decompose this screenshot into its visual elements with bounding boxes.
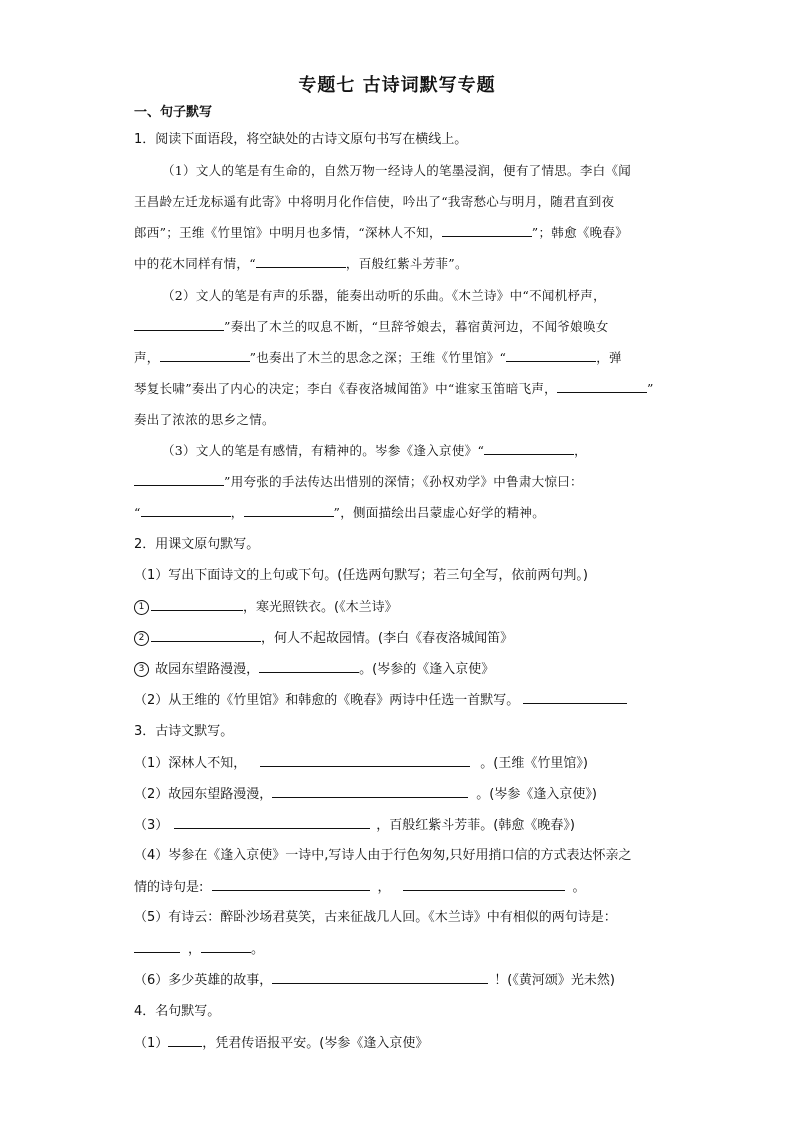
q1-p3-line1: （3）文人的笔是有感情，有精神的。岑参《逢入京使》“ ， (162, 443, 587, 458)
answer-blank[interactable] (523, 691, 627, 704)
page-title: 专题七 古诗词默写专题 (298, 75, 496, 96)
q3-item6: （6）多少英雄的故事， ！(《黄河颂》光未然) (134, 973, 615, 988)
q2-item1: 1 ，寒光照铁衣。(《木兰诗》 (134, 598, 398, 617)
q1-p2-line5: 奏出了浓浓的思乡之情。 (134, 412, 275, 427)
q1-p1-line2: 王昌龄左迁龙标遥有此寄》中将明月化作信使，吟出了“我寄愁心与明月，随君直到夜 (134, 194, 615, 209)
question-4-stem: 4．名句默写。 (134, 1004, 221, 1019)
answer-blank[interactable] (557, 380, 647, 393)
answer-blank[interactable] (442, 224, 532, 237)
q3-item5-line1: （5）有诗云：醉卧沙场君莫笑，古来征战几人回。《木兰诗》中有相似的两句诗是： (134, 910, 617, 925)
question-1-stem: 1．阅读下面语段，将空缺处的古诗文原句书写在横线上。 (134, 132, 468, 147)
answer-blank[interactable] (201, 940, 251, 953)
q1-p3-line3: “ ， ”，侧面描绘出吕蒙虚心好学的精神。 (134, 505, 546, 520)
circled-number: 1 (134, 600, 149, 615)
answer-blank[interactable] (151, 598, 243, 611)
answer-blank[interactable] (272, 971, 488, 984)
q2-sub2: （2）从王维的《竹里馆》和韩愈的《晚春》两诗中任选一首默写。 (134, 691, 627, 710)
q4-item1: （1） ，凭君传语报平安。(岑参《逢入京使》 (134, 1036, 429, 1051)
q1-p1-line3: 郎西”；王维《竹里馆》中明月也多情，“深林人不知， ”；韩愈《晚春》 (134, 225, 629, 240)
answer-blank[interactable] (260, 754, 470, 767)
answer-blank[interactable] (212, 878, 370, 891)
question-2-stem: 2．用课文原句默写。 (134, 537, 260, 552)
q1-p2-line4: 琴复长啸”奏出了内心的决定；李白《春夜洛城闻笛》中“谁家玉笛暗飞声， ” (134, 381, 654, 396)
answer-blank[interactable] (134, 473, 224, 486)
q1-p2-line1: （2）文人的笔是有声的乐器，能奏出动听的乐曲。《木兰诗》中“不闻机杼声， (162, 288, 606, 303)
answer-blank[interactable] (484, 442, 574, 455)
answer-blank[interactable] (160, 349, 250, 362)
q3-item5-line2: ， 。 (134, 940, 264, 959)
q2-sub1: （1）写出下面诗文的上句或下句。(任选两句默写；若三句全写，依前两句判。) (134, 568, 588, 583)
q1-p1-line4: 中的花木同样有情，“ ，百般红紫斗芳菲”。 (134, 256, 468, 271)
q3-item3: （3） ，百般红紫斗芳菲。(韩愈《晚春》) (134, 818, 575, 833)
q3-item2: （2）故园东望路漫漫， 。(岑参《逢入京使》) (134, 787, 597, 802)
circled-number: 2 (134, 631, 149, 646)
answer-blank[interactable] (174, 816, 370, 829)
answer-blank[interactable] (272, 785, 468, 798)
q2-item2: 2 ，何人不起故园情。(李白《春夜洛城闻笛》 (134, 629, 513, 648)
q2-item3: 3 故园东望路漫漫， 。(岑参的《逢入京使》 (134, 660, 494, 679)
section-heading: 一、句子默写 (134, 105, 213, 120)
q3-item4-line2: 情的诗句是: ， 。 (134, 880, 586, 895)
answer-blank[interactable] (134, 940, 180, 953)
circled-number: 3 (134, 662, 149, 677)
q1-p1-line1: （1）文人的笔是有生命的，自然万物一经诗人的笔墨浸润，便有了情思。李白《闻 (162, 163, 632, 178)
answer-blank[interactable] (168, 1034, 202, 1047)
answer-blank[interactable] (134, 318, 224, 331)
q1-p2-line2: ”奏出了木兰的叹息不断，“旦辞爷娘去，暮宿黄河边，不闻爷娘唤女 (134, 318, 609, 336)
q3-item1: （1）深林人不知， 。(王维《竹里馆》) (134, 756, 588, 771)
q3-item4-line1: （4）岑参在《逢入京使》一诗中,写诗人由于行色匆匆,只好用捎口信的方式表达怀亲之 (134, 848, 632, 863)
answer-blank[interactable] (244, 504, 334, 517)
question-3-stem: 3．古诗文默写。 (134, 724, 234, 739)
answer-blank[interactable] (506, 349, 596, 362)
answer-blank[interactable] (256, 255, 346, 268)
answer-blank[interactable] (403, 878, 565, 891)
answer-blank[interactable] (141, 504, 231, 517)
q1-p2-line3: 声， ”也奏出了木兰的思念之深；王维《竹里馆》“ ，弹 (134, 350, 622, 365)
q1-p3-line2: ”用夸张的手法传达出惜别的深情；《孙权劝学》中鲁肃大惊曰： (134, 473, 583, 491)
answer-blank[interactable] (259, 660, 359, 673)
answer-blank[interactable] (151, 629, 261, 642)
